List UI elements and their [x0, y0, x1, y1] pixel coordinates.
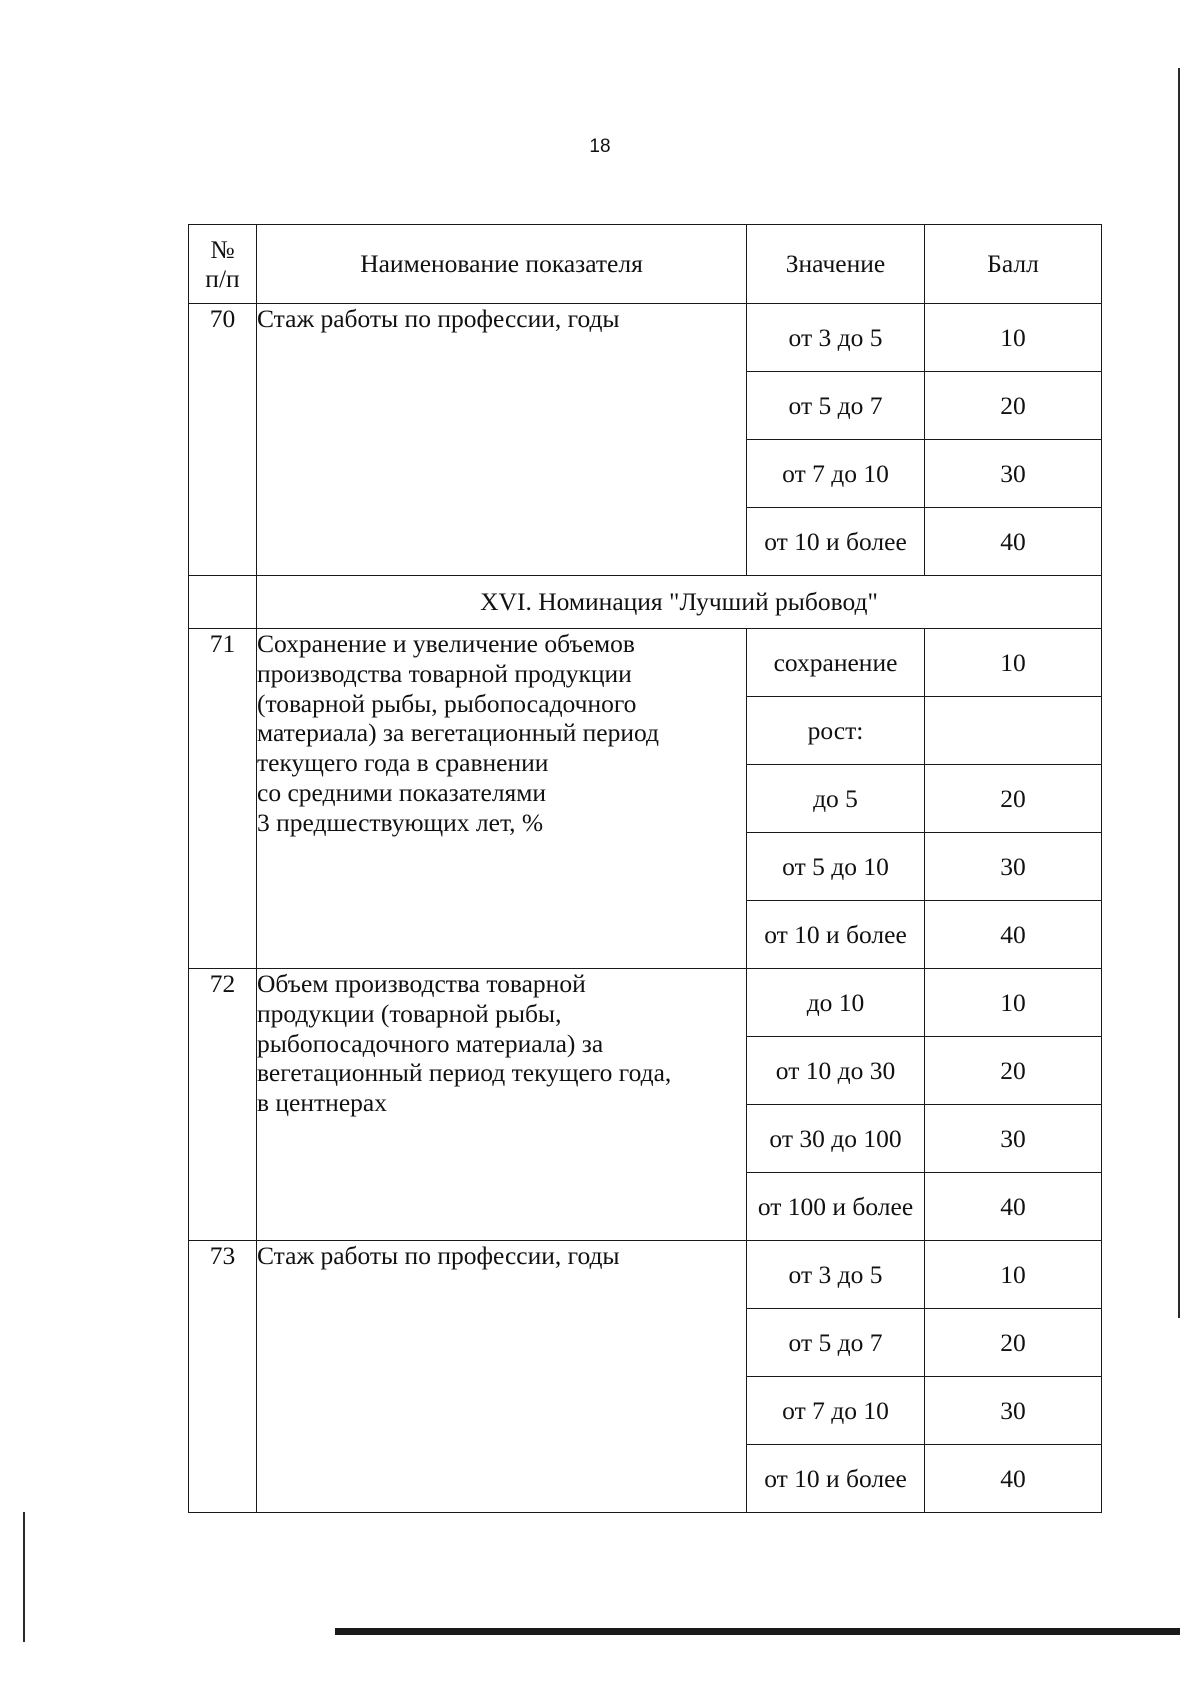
value-cell: от 5 до 7	[747, 1309, 925, 1377]
indicator-name-line: Объем производства товарной	[257, 969, 586, 998]
scan-edge-line-left	[23, 1512, 25, 1642]
indicator-name-line: (товарной рыбы, рыбопосадочного	[257, 688, 637, 718]
value-cell: до 10	[747, 969, 925, 1037]
indicator-name-line: 3 предшествующих лет, %	[257, 807, 544, 837]
score-cell: 30	[925, 833, 1102, 901]
score-cell: 10	[925, 1241, 1102, 1309]
indicator-name	[257, 629, 747, 969]
value-cell: от 10 и более	[747, 901, 925, 969]
section-title: XVI. Номинация "Лучший рыбовод"	[257, 576, 1102, 629]
value-cell: от 100 и более	[747, 1173, 925, 1241]
score-cell: 20	[925, 1309, 1102, 1377]
table-header-row	[189, 225, 1102, 304]
indicator-name-line: со средними показателями	[257, 778, 547, 808]
score-cell: 20	[925, 1037, 1102, 1105]
score-cell: 30	[925, 440, 1102, 508]
page-number: 18	[589, 136, 611, 157]
indicator-name-line: в центнерах	[257, 1088, 387, 1118]
header-num	[189, 225, 257, 304]
row-number: 73	[189, 1241, 257, 1513]
section-row	[189, 576, 1102, 629]
header-num-abbr: п/п	[205, 264, 240, 293]
header-value: Значение	[747, 225, 925, 304]
score-cell: 40	[925, 1173, 1102, 1241]
table-row	[189, 304, 1102, 372]
row-number: 71	[189, 629, 257, 969]
table-row	[189, 969, 1102, 1037]
value-cell: от 7 до 10	[747, 1377, 925, 1445]
indicator-name-line: Сохранение и увеличение объемов	[257, 629, 635, 658]
scan-edge-line-right	[1178, 68, 1180, 1318]
score-cell: 10	[925, 629, 1102, 697]
score-cell: 20	[925, 372, 1102, 440]
header-score: Балл	[925, 225, 1102, 304]
indicator-name-line: Стаж работы по профессии, годы	[257, 1241, 620, 1270]
indicator-name	[257, 1241, 747, 1513]
value-cell: от 3 до 5	[747, 1241, 925, 1309]
value-cell: от 10 и более	[747, 508, 925, 576]
header-num-symbol: №	[210, 234, 235, 264]
indicator-name-line: текущего года в сравнении	[257, 748, 549, 778]
score-cell: 30	[925, 1105, 1102, 1173]
value-cell: от 10 до 30	[747, 1037, 925, 1105]
value-cell: от 7 до 10	[747, 440, 925, 508]
scan-bottom-bar	[335, 1628, 1180, 1635]
value-cell: сохранение	[747, 629, 925, 697]
indicator-name-line: производства товарной продукции	[257, 658, 632, 688]
indicator-name-line: рыбопосадочного материала) за	[257, 1028, 604, 1058]
indicator-name-line: Стаж работы по профессии, годы	[257, 304, 620, 333]
header-name: Наименование показателя	[257, 225, 747, 304]
indicator-name-line: материала) за вегетационный период	[257, 718, 659, 748]
score-cell	[925, 697, 1102, 765]
score-cell: 10	[925, 969, 1102, 1037]
value-cell: от 10 и более	[747, 1445, 925, 1513]
table-row	[189, 1241, 1102, 1309]
criteria-table	[188, 224, 1102, 1513]
value-cell: рост:	[747, 697, 925, 765]
score-cell: 10	[925, 304, 1102, 372]
row-number: 70	[189, 304, 257, 576]
value-cell: от 30 до 100	[747, 1105, 925, 1173]
indicator-name	[257, 304, 747, 576]
indicator-name-line: вегетационный период текущего года,	[257, 1058, 672, 1088]
score-cell: 40	[925, 1445, 1102, 1513]
value-cell: от 3 до 5	[747, 304, 925, 372]
score-cell: 30	[925, 1377, 1102, 1445]
value-cell: от 5 до 10	[747, 833, 925, 901]
value-cell: от 5 до 7	[747, 372, 925, 440]
score-cell: 40	[925, 901, 1102, 969]
row-number: 72	[189, 969, 257, 1241]
score-cell: 40	[925, 508, 1102, 576]
indicator-name	[257, 969, 747, 1241]
indicator-name-line: продукции (товарной рыбы,	[257, 998, 562, 1028]
value-cell: до 5	[747, 765, 925, 833]
table-row	[189, 629, 1102, 697]
section-num-empty	[189, 576, 257, 629]
score-cell: 20	[925, 765, 1102, 833]
